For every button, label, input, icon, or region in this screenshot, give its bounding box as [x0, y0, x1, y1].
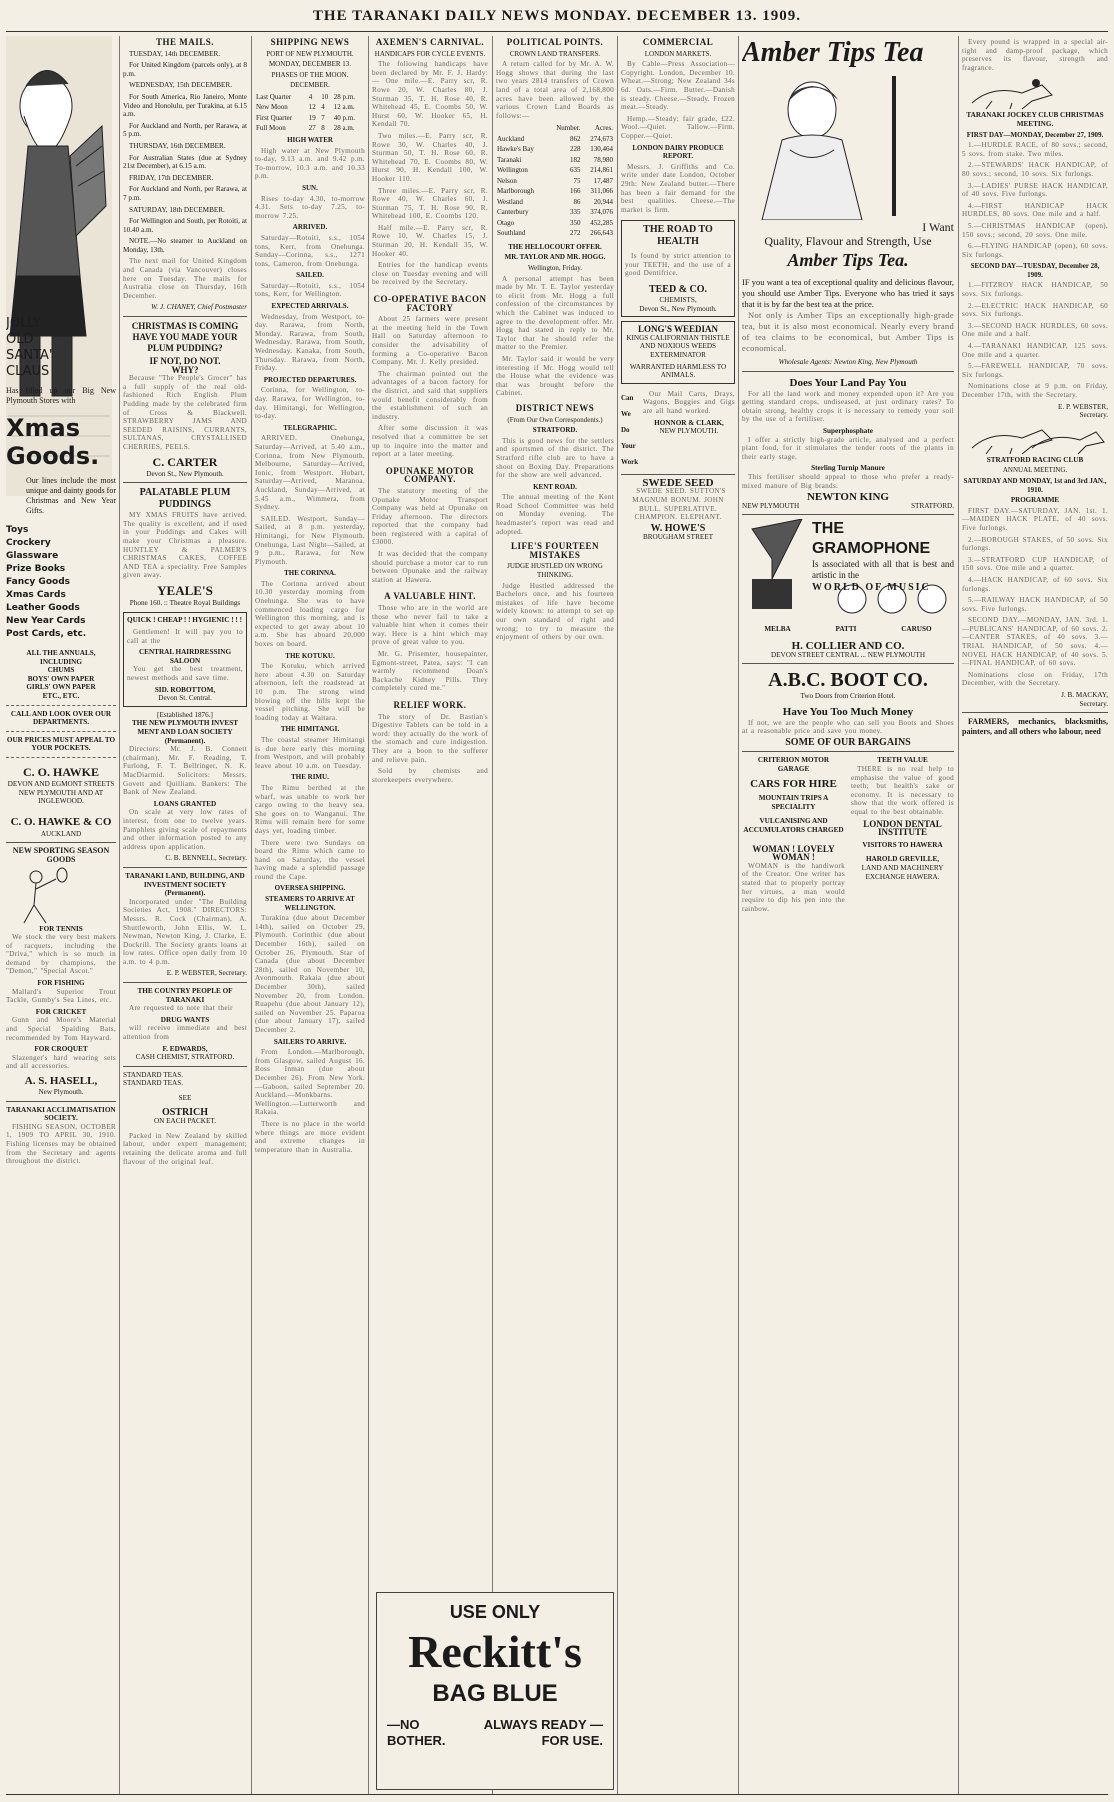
mails-line: SATURDAY, 18th DECEMBER.: [129, 205, 225, 214]
table-row: Taranaki 182 78,980: [497, 155, 613, 164]
stratford-club-heading: STRATFORD RACING CLUB: [986, 455, 1084, 464]
mails-line: FRIDAY, 17th DECEMBER.: [129, 173, 214, 182]
crown-heading: CROWN LAND TRANSFERS.: [509, 49, 601, 58]
can-we-word: Work: [621, 457, 639, 466]
bargains-heading: SOME OF OUR BARGAINS: [785, 736, 911, 748]
moon-table: [255, 92, 365, 134]
himitangi-heading: THE HIMITANGI.: [280, 725, 340, 734]
webster-title: Secretary.: [1079, 411, 1108, 420]
crown-land-table: [496, 123, 614, 239]
howes-heading: W. HOWE'S: [650, 522, 706, 534]
table-row: Full Moon 27 8 28 a.m.: [256, 124, 355, 133]
mails-line: For Wellington and South, per Rotoiti, at 10.40 a.m.: [123, 217, 247, 234]
jolly-line: OLD: [6, 332, 34, 347]
first-day: FIRST DAY—MONDAY, December 27, 1909.: [966, 130, 1104, 139]
always-ready: ALWAYS READY —FOR USE.: [483, 1717, 603, 1748]
stratford-heading: STRATFORD.: [532, 426, 578, 435]
amber-text: IF you want a tea of exceptional quality and delicious flavour, you should use Amber Tips. Everyone who has tried it says that it is by far the best tea at the price.: [742, 277, 954, 309]
pudding-question: CHRISTMAS IS COMING HAVE YOU MADE YOUR PLUM PUDDING?: [131, 321, 239, 354]
jockey-heading: TARANAKI JOCKEY CLUB CHRISTMAS MEETING.: [966, 111, 1104, 128]
bennell-signature: C. B. BENNELL, Secretary.: [165, 854, 247, 863]
fishing-heading: FOR FISHING: [37, 979, 85, 988]
howes-address: BROUGHAM STREET: [642, 533, 714, 542]
has-filled-text: Has filled up our Big New Plymouth Stores with: [6, 386, 116, 405]
building-heading: TARANAKI LAND, BUILDING, AND INVESTMENT SOCIETY (Permanent).: [125, 871, 245, 898]
table-row: Auckland 862 274,673: [497, 134, 613, 143]
kent-heading: KENT ROAD.: [533, 482, 577, 491]
superphosphate-heading: Superphosphate: [823, 426, 873, 435]
judge-heading: JUDGE HUSTLED ON WRONG THINKING.: [507, 562, 603, 580]
table-row: Otago 350 452,285: [497, 218, 613, 227]
carter-address: Devon St., New Plymouth.: [146, 469, 224, 478]
taylor-heading: MR. TAYLOR AND MR. HOGG.: [504, 253, 606, 262]
yeale-address: Phone 160. :: Theatre Royal Buildings: [129, 598, 241, 607]
amber-tips-title: Amber Tips Tea: [742, 37, 924, 68]
jolly-line: CLAUS: [6, 364, 50, 379]
list-item: Xmas Cards: [6, 590, 66, 600]
loans-heading: LOANS GRANTED: [153, 799, 217, 808]
column-rule: [119, 36, 120, 1794]
phases-subheading: PHASES OF THE MOON.: [271, 70, 349, 79]
second-day: SECOND DAY—TUESDAY, December 28, 1909.: [970, 262, 1100, 279]
table-header: Number. Acres.: [556, 124, 613, 133]
column-rule: [251, 36, 252, 1794]
political-heading: POLITICAL POINTS.: [506, 37, 604, 47]
lines-text: Our lines include the most unique and dainty goods for Christmas and New Year Gifts.: [26, 476, 116, 515]
cricket-heading: FOR CRICKET: [35, 1007, 87, 1016]
edwards-address: CASH CHEMIST, STRATFORD.: [135, 1053, 235, 1062]
quality-text: Quality, Flavour and Strength, Use: [764, 234, 932, 248]
mails-heading: THE MAILS.: [155, 37, 214, 47]
can-we-word: Your: [621, 441, 636, 450]
jolly-line: JOLLY: [6, 316, 41, 331]
mackay-name: J. B. MACKAY,: [1061, 691, 1108, 700]
np-label: NEW PLYMOUTH: [742, 501, 800, 510]
bottom-rule: [6, 1794, 1108, 1795]
established: [Established 1876.]: [157, 710, 213, 719]
artist-patti: PATTI: [835, 625, 857, 634]
district-heading: DISTRICT NEWS: [515, 402, 595, 413]
central-saloon: CENTRAL HAIRDRESSING SALOON: [138, 648, 232, 665]
artist-melba: MELBA: [764, 625, 791, 634]
woman-heading: WOMAN ! LOVELY WOMAN !: [752, 843, 835, 863]
shipping-heading: SHIPPING NEWS: [270, 37, 350, 47]
tennis-heading: FOR TENNIS: [39, 924, 83, 933]
abc-heading: A.B.C. BOOT CO.: [768, 669, 928, 692]
newton-king-heading: NEWTON KING: [806, 491, 889, 504]
i-want: I Want: [922, 220, 954, 234]
dairy-heading: LONDON DAIRY PRODUCE REPORT.: [632, 143, 724, 161]
visitors-heading: VISITORS TO HAWERA: [862, 840, 943, 849]
hawke-auckland-heading: C. O. HAWKE & CO: [10, 815, 112, 828]
sat-mon: SATURDAY AND MONDAY, 1st and 3rd JAN., 1910.: [963, 476, 1107, 494]
farmers-text: FARMERS, mechanics, blacksmiths, painters, and all others who labour, need: [962, 717, 1108, 737]
prices-text: OUR PRICES MUST APPEAL TO YOUR POCKETS.: [6, 735, 116, 753]
departures-heading: PROJECTED DEPARTURES.: [263, 375, 357, 384]
drug-heading: DRUG WANTS: [160, 1015, 210, 1024]
table-row: New Moon 12 4 12 a.m.: [256, 103, 355, 112]
mackay-title: Secretary.: [1079, 699, 1108, 708]
table-row: Last Quarter 4 10 28 p.m.: [256, 92, 355, 101]
arrived-heading: ARRIVED.: [292, 223, 328, 232]
hawke-auckland-address: AUCKLAND: [40, 829, 82, 838]
webster-name: E. P. WEBSTER,: [1058, 402, 1108, 411]
greville-sub: LAND AND MACHINERY EXCHANGE HAWERA.: [861, 864, 944, 881]
sporting-heading: NEW SPORTING SEASON GOODS: [12, 846, 110, 864]
table-row: Canterbury 335 374,076: [497, 208, 613, 217]
masthead: THE TARANAKI DAILY NEWS MONDAY. DECEMBER 13. 1909.: [312, 8, 802, 24]
table-row: Nelson 75 17,487: [497, 176, 613, 185]
mails-line: THURSDAY, 16th DECEMBER.: [129, 141, 226, 150]
lifes-heading: LIFE'S FOURTEEN MISTAKES: [511, 541, 599, 560]
webster-signature: E. P. WEBSTER, Secretary.: [166, 969, 247, 978]
wellington-dateline: Wellington, Friday.: [527, 264, 582, 273]
why: WHY?: [171, 364, 199, 375]
column-7: Amber Tips Tea I Want Quality, Flavour and Strength, Use Amber Tips Tea. IF you want a tea of exceptional quality and delicious flavour, you should use Amber Tips. Everyone who has tried it says that it is by far the best tea at the price. Not only is Amber Tips an exceptionally high-grade tea, but it is also most economical. Nearly every brand of tea claims to be economical, but Amber Tips is economical. Wholesale Agents: Newton King, New Plymouth Does Your Land Pay You For all the land work and money expended upon it? Are you getting standard crops, undiseased, at just ordinary rates? To obtain strong, healthy crops it is necessary to remedy your soil by the use of a fertiliser. Superphosphate I offer a strictly high-grade article, analysed and a perfect plant food, for it stimulates the tender roots of the plants in their early stage. Sterling Turnip Manure This fertiliser should appeal to those who prefer a ready-mixed manure of Big brands. NEWTON KING NEW PLYMOUTH STRATFORD. THE GRAMOPHONE Is associated with all that is best and artistic in the WORLD OF MUSIC MELBA PATTI CARUSO H. COLLIER AND CO. DEVON STREET CENTRAL ... NEW PLYMOUTH A.B.C. BOOT CO. Two Doors from Criterion Hotel. Have You Too Much Money If not, we are the people who can sell you Boots and Shoes at a reasonable price and save you money. SOME OF OUR BARGAINS CRITERION MOTOR GARAGE CARS FOR HIRE MOUNTAIN TRIPS A SPECIALITY VULCANISING AND ACCUMULATORS CHARGED WOMAN ! LOVELY WOMAN ! WOMAN is the handiwork of the Creator. One writer has stated that to properly portray her virtues, a man would require to dip his pen into the rainbow. TEETH VALUE THERE is no real help to emphasise the value of good teeth; but health's sake or economy. It is necessary to show that the work offered is equal to the best obtainable. LONDON DENTAL INSTITUTE VISITORS TO HAWERA HAROLD GREVILLE, LAND AND MACHINERY EXCHANGE HAWERA.: [742, 37, 954, 913]
can-we-word: Do: [621, 425, 630, 434]
reckitts-ad: [376, 1592, 614, 1790]
horse-racing-illustration: [962, 420, 1108, 456]
overseas-heading: OVERSEA SHIPPING.: [274, 884, 346, 893]
column-6: COMMERCIAL LONDON MARKETS. By Cable—Press Association—Copyright. London, December 10. Wheat.—Strong; New Zealand 34s 6d. Oats.—Firm. Butter.—Danish is steady. Cheese.—Steady. Frozen meat.—Steady. Hemp.—Steady; fair grade, £22. Wool.—Quiet. Tallow.—Firm. Copper.—Quiet. LONDON DAIRY PRODUCE REPORT. Messrs. J. Griffiths and Co. write under date London, October 29th: New Zealand butter.—There has been a fair demand for the best qualities. Cheese.—The market is firm. THE ROAD TO HEALTH Is found by strict attention to your TEETH, and the use of a good Dentifrice. TEED & CO. CHEMISTS, Devon St., New Plymouth. LONG'S WEEDIAN KINGS CALIFORNIAN THISTLE AND NOXIOUS WEEDS EXTERMINATOR WARRANTED HARMLESS TO ANIMALS. Can We Do Your Work Our Mail Carts, Drays, Wagons, Buggies and Gigs are all hand worked. HONNOR & CLARK, NEW PLYMOUTH. SWEDE SEED SWEDE SEED. SUTTON'S MAGNUM BONUM. JOHN BULL. SUPERLATIVE. CHAMPION. ELEPHANT. W. HOWE'S BROUGHAM STREET: [621, 37, 735, 542]
list-item: New Year Cards: [6, 616, 86, 626]
road-heading: THE ROAD TO HEALTH: [643, 224, 713, 248]
list-item: Crockery: [6, 538, 51, 548]
column-rule: [368, 36, 369, 1794]
list-item: ETC., ETC.: [42, 691, 80, 700]
corinna-heading: THE CORINNA.: [284, 569, 336, 578]
table-row: Westland 86 20,944: [497, 197, 613, 206]
kotuku-heading: THE KOTUKU.: [285, 651, 335, 660]
world-of-music: WORLD OF MUSIC: [812, 582, 931, 594]
list-item: BOYS' OWN PAPER: [27, 674, 95, 683]
vulcanising: VULCANISING AND ACCUMULATORS CHARGED: [743, 817, 844, 835]
london-heading: LONDON MARKETS.: [644, 49, 712, 58]
criterion-heading: CRITERION MOTOR GARAGE: [757, 756, 830, 774]
no-bother: —NO BOTHER.: [387, 1717, 446, 1748]
road-to-health-ad: THE ROAD TO HEALTH Is found by strict attention to your TEETH, and the use of a good Dentifrice. TEED & CO. CHEMISTS, Devon St., New Plymouth.: [621, 220, 735, 317]
teed-heading: TEED & CO.: [648, 284, 708, 296]
telegraphic-heading: TELEGRAPHIC.: [283, 423, 337, 432]
honnor-address: NEW PLYMOUTH.: [659, 427, 719, 436]
gramophone-heading: THE GRAMOPHONE: [812, 520, 931, 558]
hasell-heading: A. S. HASELL,: [24, 1075, 98, 1087]
greville-heading: HAROLD GREVILLE,: [865, 855, 940, 864]
collier-heading: H. COLLIER AND CO.: [791, 639, 905, 652]
mails-line: NOTE.—No steamer to Auckland on Monday, 13th.: [123, 237, 247, 254]
goods-list: [6, 524, 116, 641]
honnor-ad: Can We Do Your Work Our Mail Carts, Drays, Wagons, Buggies and Gigs are all hand worked. HONNOR & CLARK, NEW PLYMOUTH.: [621, 390, 735, 470]
list-item: Leather Goods: [6, 603, 80, 613]
country-heading: THE COUNTRY PEOPLE OF TARANAKI: [137, 987, 233, 1004]
sun-heading: SUN.: [302, 183, 318, 192]
horse-racing-illustration: [962, 75, 1108, 111]
annuals-list: [6, 666, 116, 700]
column-1: JOLLY OLD SANTA' CLAUS Has filled up our Big New Plymouth Stores with Xmas Goods. Our lines include the most unique and dainty goods for Christmas and New Year Gifts. Toys Crockery Glassware Prize Books Fancy Goods Xmas Cards Leather Goods New Year Cards Post Cards, etc. ALL THE ANNUALS, INCLUDING CHUMS BOYS' OWN PAPER GIRLS' OWN PAPER ETC., ETC. CALL AND LOOK OVER OUR DEPARTMENTS. OUR PRICES MUST APPEAL TO YOUR POCKETS. C. O. HAWKE DEVON AND EGMONT STREETS NEW PLYMOUTH AND AT INGLEWOOD. C. O. HAWKE & CO AUCKLAND NEW SPORTING SEASON GOODS FOR TENNIS We stock the very best makers of racquets, including the "Driva," which is so much in demand by champions, the "Demon," "Special Ascot." FOR FISHING Mallard's Superior Trout Tackle, Gumby's Sea Lines, etc. FOR CRICKET Gunn and Moore's Material and Special Spalding Bats, recommended by Tom Hayward. FOR CROQUET Slazenger's hard wearing sets and all accessories. A. S. HASELL, New Plymouth. TARANAKI ACCLIMATISATION SOCIETY. FISHING SEASON, OCTOBER 1, 1909 TO APRIL 30, 1910. Fishing licenses may be obtained from the Secretary and agents throughout the district.: [6, 36, 116, 1796]
annual-meeting: ANNUAL MEETING.: [1002, 466, 1068, 475]
sailed-heading: SAILED.: [296, 271, 324, 280]
handicaps-heading: HANDICAPS FOR CYCLE EVENTS.: [374, 49, 486, 58]
palatable-heading: PALATABLE PLUM PUDDINGS: [139, 487, 231, 511]
annuals-heading: ALL THE ANNUALS, INCLUDING: [26, 649, 96, 666]
can-we-stack: [621, 390, 639, 470]
see-label: SEE: [178, 1094, 192, 1102]
can-we-word: We: [621, 409, 631, 418]
wholesale-agents: Wholesale Agents: Newton King, New Plymouth: [778, 358, 918, 366]
investment-heading: THE NEW PLYMOUTH INVEST MENT AND LOAN SOCIETY (Permanent).: [131, 719, 239, 745]
column-rule: [738, 36, 739, 1794]
woman-portrait-illustration: [742, 70, 954, 220]
use-only: USE ONLY: [449, 1602, 541, 1622]
longs-heading: LONG'S WEEDIAN: [637, 324, 719, 335]
teeth-heading: TEETH VALUE: [877, 756, 928, 765]
artists-row: [742, 625, 954, 634]
hairdresser-ad: QUICK ! CHEAP ! ! HYGIENIC ! ! ! Gentlemen! It will pay you to call at the CENTRAL HAIRDRESSING SALOON You get the best treatment, newest methods and save time. SID. ROBOTTOM, Devon St. Central.: [123, 612, 247, 707]
rimu-heading: THE RIMU.: [291, 773, 329, 782]
date-subheading: MONDAY, DECEMBER 13.: [268, 60, 352, 69]
mails-line: TUESDAY, 14th DECEMBER.: [129, 49, 221, 58]
swede-heading: SWEDE SEED: [642, 476, 714, 489]
mails-signature: W. J. CHANEY, Chief Postmaster: [151, 303, 247, 312]
column-8: Every pound is wrapped in a special air-tight and damp-proof package, which preserves its flavour, strength and fragrance. TARANAKI JOCKEY CLUB CHRISTMAS MEETING. FIRST DAY—MONDAY, December 27, 1909. 1.—HURDLE RACE, of 80 sovs.; second, 5 sovs. from stake. Two miles. 2.—STEWARDS' HACK HANDICAP, of 80 sovs.; second, 10 sovs. Six furlongs. 3.—LADIES' PURSE HACK HANDICAP, of 40 sovs. Five furlongs. 4.—FIRST HANDICAP HACK HURDLES, 80 sovs. One mile and a half. 5.—CHRISTMAS HANDICAP (open), 150 sovs.; second, 20 sovs. One mile. 6.—FLYING HANDICAP (open), 60 sovs. Six furlongs. SECOND DAY—TUESDAY, December 28, 1909. 1.—FITZROY HACK HANDICAP, 50 sovs. Six furlongs. 2.—ELECTRIC HACK HANDICAP, 60 sovs. Six furlongs. 3.—SECOND HACK HURDLES, 60 sovs. One mile and a half. 4.—TARANAKI HANDICAP, 125 sovs. One mile and a quarter. 5.—FAREWELL HANDICAP, 70 sovs. Six furlongs. Nominations close at 9 p.m. on Friday, December 17th, with the Secretary. E. P. WEBSTER, Secretary. STRATFORD RACING CLUB ANNUAL MEETING. SATURDAY AND MONDAY, 1st and 3rd JAN., 1910. PROGRAMME FIRST DAY.—SATURDAY, JAN. 1st. 1.—MAIDEN HACK PLATE, of 40 sovs. Five furlongs. 2.—BOROUGH STAKES, of 50 sovs. Six furlongs. 3.—STRATFORD CUP HANDICAP, of 150 sovs. One mile and a quarter. 4.—HACK HANDICAP, of 60 sovs. Six furlongs. 5.—RAILWAY HACK HANDICAP, of 50 sovs. Five furlongs. SECOND DAY.—MONDAY, JAN. 3rd. 1.—PUBLICANS' HANDICAP, of 60 sovs. 2.—CANTER STAKES, of 40 sovs. 3.—TRIAL HANDICAP, of 50 sovs. 4.—NOVEL HACK HANDICAP, of 40 sovs. 5.—FINAL HANDICAP, of 60 sovs. Nominations close on Friday, 17th December, with the Secretary. J. B. MACKAY, Secretary. FARMERS, mechanics, blacksmiths, painters, and all others who labour, need: [962, 38, 1108, 737]
artist-caruso: CARUSO: [901, 625, 932, 634]
hollow-heading: THE HELLOCOURT OFFER.: [508, 242, 602, 251]
steamers-heading: STEAMERS TO ARRIVE AT WELLINGTON.: [265, 895, 355, 912]
abc-sub: Two Doors from Criterion Hotel.: [800, 692, 896, 701]
jolly-line: SANTA': [6, 348, 53, 363]
hawke-heading: C. O. HAWKE: [22, 764, 99, 779]
table-row: Wellington 635 214,861: [497, 166, 613, 175]
standard-teas: STANDARD TEAS.: [123, 1070, 183, 1079]
xmas-heading: Xmas: [6, 414, 80, 442]
column-2: THE MAILS. TUESDAY, 14th DECEMBER. For United Kingdom (parcels only), at 8 p.m. WEDNESDAY, 15th DECEMBER. For South America, Rio Janeiro, Monte Video and Honolulu, per Turakina, at 6.15 a.m. For Auckland and North, per Rarawa, at 5 p.m. THURSDAY, 16th DECEMBER. For Australian States (due at Sydney 21st December), at 6.15 a.m. FRIDAY, 17th DECEMBER. For Auckland and North, per Rarawa, at 7 p.m. SATURDAY, 18th DECEMBER. For Wellington and South, per Rotoiti, at 10.40 a.m. NOTE.—No steamer to Auckland on Monday, 13th. The next mail for United Kingdom and Canada (via Vancouver) closes here on Tuesday. The mails for Australia close on Thursday, 16th December. W. J. CHANEY, Chief Postmaster CHRISTMAS IS COMING HAVE YOU MADE YOUR PLUM PUDDING? IF NOT, DO NOT. WHY? Because "The People's Grocer" has a full supply of the real old-fashioned Rich English Plum Pudding made by the celebrated firm of Cross & Blackwell. STRAWBERRY JAMS AND SEEDED RAISINS, CURRANTS, SULTANAS, CRYSTALLISED CHERRIES, PEELS. C. CARTER Devon St., New Plymouth. PALATABLE PLUM PUDDINGS MY XMAS FRUITS have arrived. The quality is excellent, and if used in your Puddings and Cakes will make your Christmas a pleasure. HUNTLEY & PALMER'S CHRISTMAS CAKES, COFFEE AND TEA a speciality. Free Samples given away. YEALE'S Phone 160. :: Theatre Royal Buildings QUICK ! CHEAP ! ! HYGIENIC ! ! ! Gentlemen! It will pay you to call at the CENTRAL HAIRDRESSING SALOON You get the best treatment, newest methods and save time. SID. ROBOTTOM, Devon St. Central. [Established 1876.] THE NEW PLYMOUTH INVEST MENT AND LOAN SOCIETY (Permanent). Directors: Mr. J. B. Connett (chairman), Mr. F. Reading, T. Furlong, F. T. Bellringer, N. K. MacDiarmid. Solicitors: Messrs. Govett and Quilliam. Bankers: The Bank of New Zealand. LOANS GRANTED On scale at very low rates of interest, from one to twelve years. Pamphlets giving scale of repayments and other information posted to any address upon application. C. B. BENNELL, Secretary. TARANAKI LAND, BUILDING, AND INVESTMENT SOCIETY (Permanent). Incorporated under "The Building Societies Act, 1908." DIRECTORS: Messrs. R. Cock (Chairman), A. Shuttleworth, John Ellis, W. L. Newman, Newton King, J. Clarke, E. Dockrill. The Society grants loans at low rates. Office open daily from 10 a.m. to 4 p.m. E. P. WEBSTER, Secretary. THE COUNTRY PEOPLE OF TARANAKI Are requested to note that their DRUG WANTS will receive immediate and best attention from F. EDWARDS, CASH CHEMIST, STRATFORD. STANDARD TEAS. STANDARD TEAS. SEE OSTRICH ON EACH PACKET. Packed in New Zealand by skilled labour, under expert management; retaining the delicate aroma and full flavour of the original leaf.: [123, 37, 247, 1166]
sailers-heading: SAILERS TO ARRIVE.: [273, 1037, 347, 1046]
column-rule: [492, 36, 493, 1794]
can-we-word: Can: [621, 393, 634, 402]
goods-heading: Goods.: [6, 442, 100, 470]
mails-line: For Auckland and North, per Rarawa, at 7 p.m.: [123, 185, 247, 202]
standard-teas: STANDARD TEAS.: [123, 1079, 183, 1088]
croquet-heading: FOR CROQUET: [34, 1045, 88, 1054]
amber-tips-subtitle: Amber Tips Tea.: [787, 250, 909, 270]
relief-heading: RELIEF WORK.: [393, 699, 467, 710]
commercial-heading: COMMERCIAL: [642, 37, 714, 47]
dental-heading: LONDON DENTAL INSTITUTE: [863, 818, 942, 838]
acclim-heading: TARANAKI ACCLIMATISATION SOCIETY.: [6, 1105, 116, 1123]
column-4: AXEMEN'S CARNIVAL. HANDICAPS FOR CYCLE EVENTS. The following handicaps have been declared by Mr. F. J. Hardy:— One mile.—E. Parry scr, R. Rowe 20, W. Charles 80, J. Sturman 35, T. H. Rose 40, R. Whitehead 45, E. Coombs 50, W. Hurst 60, W. Hooker 65, H. Kendall 70. Two miles.—E. Parry scr, R. Rowe 30, W. Charles 40, J. Sturman 50, T. H. Rose 60, R. Whitehead 70, E. Coombs 80, W. Hurst 90, H. Kendall 100, W. Hooker 110. Three miles.—E. Parry scr, R. Rowe 40, W. Charles 60, J. Sturman 75, T. H. Rose 90, R. Whitehead 100, E. Coombs 120. Half mile.—E. Parry scr, R. Rowe 10, W. Charles 15, J. Sturman 20, H. Kendall 35, W. Hooker 40. Entries for the handicap events close on Tuesday evening and will be received by the Secretary. CO-OPERATIVE BACON FACTORY About 25 farmers were present at the meeting held in the Town Hall on Saturday afternoon to consider the advisability of forming a Co-operative Bacon Company. Mr. J. Kelly presided. The chairman pointed out the advantages of a bacon factory for the district, and said that suppliers would benefit considerably from the establishment of such an industry. After some discussion it was resolved that a committee be set up to inquire into the matter and report at a later meeting. OPUNAKE MOTOR COMPANY. The statutory meeting of the Opunake Motor Transport Company was held at Opunake on Friday afternoon. The directors reported that the company had been registered with a capital of £3000. It was decided that the company should purchase a motor car to run between Opunake and the railway station at Hawera. A VALUABLE HINT. Those who are in the world are those who never fail to take a valuable hint when it comes their way. Here is a hint which may prove of great value to you. Mr. G. Prisemter, housepainter, Egmont-street, Patea, says: "I can warmly recommend Doan's Backache Kidney Pills. They completely cured me." RELIEF WORK. The story of Dr. Bastian's Digestive Tablets can be told in a word: they actually do the work of the stomach and cure indigestion. They are a boon to the sufferer and relieve pain. Sold by chemists and storekeepers everywhere.: [372, 37, 488, 784]
too-much-money: Have You Too Much Money: [782, 705, 914, 718]
mails-line: For Australian States (due at Sydney 21st December), at 6.15 a.m.: [123, 153, 247, 171]
bag-blue: BAG BLUE: [432, 1680, 558, 1707]
masthead-rule: [6, 31, 1108, 32]
list-item: CHUMS: [47, 666, 75, 675]
yeale-heading: YEALE'S: [157, 582, 213, 598]
bacon-heading: CO-OPERATIVE BACON FACTORY: [373, 294, 487, 313]
sterling-heading: Sterling Turnip Manure: [811, 464, 885, 473]
mails-line: For Auckland and North, per Rarawa, at 5 p.m.: [123, 121, 247, 139]
table-row: First Quarter 19 7 40 p.m.: [256, 113, 355, 122]
each-packet: ON EACH PACKET.: [153, 1117, 217, 1126]
longs-sub: KINGS CALIFORNIAN THISTLE AND NOXIOUS WEEDS EXTERMINATOR: [626, 333, 730, 360]
mails-line: WEDNESDAY, 15th DECEMBER.: [129, 81, 233, 90]
stratford-label: STRATFORD.: [911, 501, 954, 510]
hawke-address: DEVON AND EGMONT STREETS NEW PLYMOUTH AND AT INGLEWOOD.: [7, 779, 115, 806]
quick-cheap: QUICK ! CHEAP ! ! HYGIENIC ! ! !: [127, 615, 242, 624]
list-item: Post Cards, etc.: [6, 629, 87, 639]
cars-for-hire: CARS FOR HIRE: [750, 777, 837, 790]
hasell-address: New Plymouth.: [38, 1088, 84, 1096]
mails-line: For South America, Rio Janeiro, Monte Video and Honolulu, per Turakina, at 6.15 a.m.: [123, 92, 247, 119]
list-item: GIRLS' OWN PAPER: [26, 683, 96, 692]
robottom-address: Devon St. Central.: [158, 694, 212, 703]
robottom-name: SID. ROBOTTOM,: [154, 685, 216, 694]
list-item: Toys: [6, 525, 29, 535]
teed-address: Devon St., New Plymouth.: [639, 304, 717, 313]
reckitts-title: Reckitt's: [408, 1626, 582, 1677]
list-item: Prize Books: [6, 564, 66, 574]
gramophone-text: Is associated with all that is best and artistic in the: [812, 559, 954, 581]
mails-line: For United Kingdom (parcels only), at 8 p.m.: [123, 61, 247, 78]
if-not: IF NOT, DO NOT.: [149, 356, 221, 367]
call-and-look: CALL AND LOOK OVER OUR DEPARTMENTS.: [10, 709, 112, 727]
ostrich-heading: OSTRICH: [161, 1106, 209, 1118]
teed-sub: CHEMISTS,: [659, 296, 697, 305]
high-water-heading: HIGH WATER: [287, 135, 333, 144]
programme: PROGRAMME: [1010, 496, 1060, 505]
correspondents-sub: (From Our Own Correspondents.): [507, 415, 603, 424]
longs-ad: [621, 321, 735, 384]
table-row: Marlborough 166 311,066: [497, 187, 613, 196]
column-5: POLITICAL POINTS. CROWN LAND TRANSFERS. A return called for by Mr. A. W. Hogg shows that during the last two years 2814 transfers of Crown land of a total area of 2,168,800 acres have been allowed by the various Crown Land Boards as follows:— Number. Acres. Auckland 862 274,673 Hawke's Bay 228 130,464 Taranaki 182 78,980 Wellington 635 214,861 Nelson 75 17,487 Marlborough 166 311,066 Westland 86 20,944 Canterbury 335 374,076 Otago 350 452,285 Southland 272 266,643 THE HELLOCOURT OFFER. MR. TAYLOR AND MR. HOGG. Wellington, Friday. A personal attempt has been made by Mr. T. E. Taylor yesterday to elicit from Mr. Hogg a full confession of the circumstances by which the Cabinet was induced to agree to the development offer. Mr. Hogg had stated in reply to Mr. Taylor that he should refer the matter to the Premier. Mr. Taylor said it would be very interesting if Mr. Hogg would tell the House what the evidence was that was brought before the Cabinet. DISTRICT NEWS (From Our Own Correspondents.) STRATFORD. This is good news for the settlers and sportsmen of the district. The Stratford rifle club are to have a shoot on Boxing Day. Preparations for the show are well advanced. KENT ROAD. The annual meeting of the Kent Road School Committee was held on Monday evening. The headmaster's report was read and adopted. LIFE'S FOURTEEN MISTAKES JUDGE HUSTLED ON WRONG THINKING. Judge Hustled addressed the Bachelors once, and his fourteen mistakes of life have become widely known: to attempt to set up our own standard of right and wrong; to try to measure the enjoyment of others by our own.: [496, 37, 614, 642]
opunake-heading: OPUNAKE MOTOR COMPANY.: [385, 465, 475, 485]
column-rule: [617, 36, 618, 1794]
expected-heading: EXPECTED ARRIVALS.: [271, 302, 349, 311]
carter-heading: C. CARTER: [152, 454, 218, 469]
column-3: SHIPPING NEWS PORT OF NEW PLYMOUTH. MONDAY, DECEMBER 13. PHASES OF THE MOON. DECEMBER. Last Quarter 4 10 28 p.m. New Moon 12 4 12 a.m. First Quarter 19 7 40 p.m. Full Moon 27 8 28 a.m. HIGH WATER High water at New Plymouth to-day, 9.13 a.m. and 9.42 p.m. To-morrow, 10.3 a.m. and 10.33 p.m. SUN. Rises to-day 4.30, to-morrow 4.31. Sets to-day 7.25, to-morrow 7.25. ARRIVED. Saturday—Rotoiti, s.s., 1054 tons, Kerr, from Onehunga. Sunday—Corinna, s.s., 1271 tons, Cameron, from Onehunga. SAILED. Saturday—Rotoiti, s.s., 1054 tons, Kerr, for Wellington. EXPECTED ARRIVALS. Wednesday, from Westport, to-day. Rarawa, from North, Monday. Rarawa, from South, Wednesday. Rarawa, from South, Wednesday. Kanaka, from South, Thursday. Rarawa, from North, Friday. PROJECTED DEPARTURES. Corinna, for Wellington, to-day. Rarawa, for Wellington, to-day. Himitangi, for Wellington, to-day. TELEGRAPHIC. ARRIVED. Onehunga, Saturday—Arrived, at 5.40 a.m., Corinna, from New Plymouth. Melbourne, Saturday—Arrived, Ionic, from Westport. Hobart, Saturday—Arrived, Maranoa. Auckland, Sunday—Arrived, at 5.45 a.m., Wimmera, from Sydney. SAILED. Westport, Sunday—Sailed, at 8 p.m. yesterday, Himitangi, for New Plymouth. Onehunga, Last Night—Sailed, at 9 p.m., Rarawa, for New Plymouth. THE CORINNA. The Corinna arrived about 10.30 yesterday morning from Onehunga. She was to have commenced loading cargo for Wellington this morning, and is expected to get away about 10 a.m. She has aboard 20,000 boxes on board. THE KOTUKU. The Kotuku, which arrived here about 4.30 on Saturday afternoon, left the roadstead at 10 p.m. The strong wind blowing off the hills kept the vessel pitching. She will be loading today at Waitara. THE HIMITANGI. The coastal steamer Himitangi is due here early this morning from Westport, and will probably leave about 10 a.m. on Tuesday. THE RIMU. The Rimu berthed at the wharf, was unable to work her cargo owing to the heavy sea. She goes on to Wanganui. The Rimu will remain here for some days yet, loading timber. There were two Sundays on board the Rimu which came to hand on Saturday, the vessel having made a splendid passage round the Cape. OVERSEA SHIPPING. STEAMERS TO ARRIVE AT WELLINGTON. Turakina (due about December 14th), sailed on October 29, Plymouth. Corinthic (due about December 16th), sailed on October 26, Plymouth. Star of Canada (due about December 28th), sailed on November 10, Avonmouth. Rakaia (due about December 30th), sailed November 20, from London. Ruapehu (due about January 12), sailed on November 25. Paparoa (due about January 17), sailed December 2. SAILERS TO ARRIVE. From London.—Marlborough, from Glasgow, sailed August 16. Ross Inman (due about December 26). From New York.—Gaboon, sailed September 20. Auckland.—Monkbarns. Wellington.—Lutterworth and Rakaia. There is no place in the world where things are more evident and extreme changes in temperature than in Australia.: [255, 37, 365, 1154]
honnor-heading: HONNOR & CLARK,: [654, 418, 724, 427]
carnival-heading: AXEMEN'S CARNIVAL.: [375, 37, 485, 47]
garden-heading: Does Your Land Pay You: [789, 376, 907, 389]
collier-address: DEVON STREET CENTRAL ... NEW PLYMOUTH: [770, 650, 926, 659]
port-subheading: PORT OF NEW PLYMOUTH.: [266, 49, 354, 58]
list-item: Glassware: [6, 551, 59, 561]
moon-month: DECEMBER.: [290, 81, 330, 90]
mountain-trips: MOUNTAIN TRIPS A SPECIALITY: [758, 794, 829, 811]
table-row: Hawke's Bay 228 130,464: [497, 145, 613, 154]
warranted: WARRANTED HARMLESS TO ANIMALS.: [629, 362, 727, 380]
valuable-hint-heading: A VALUABLE HINT.: [384, 591, 476, 602]
column-rule: [958, 36, 959, 1794]
tennis-player-illustration: [6, 865, 112, 925]
list-item: Fancy Goods: [6, 577, 70, 587]
table-row: Southland 272 266,643: [497, 229, 613, 238]
edwards-name: F. EDWARDS,: [162, 1044, 208, 1053]
